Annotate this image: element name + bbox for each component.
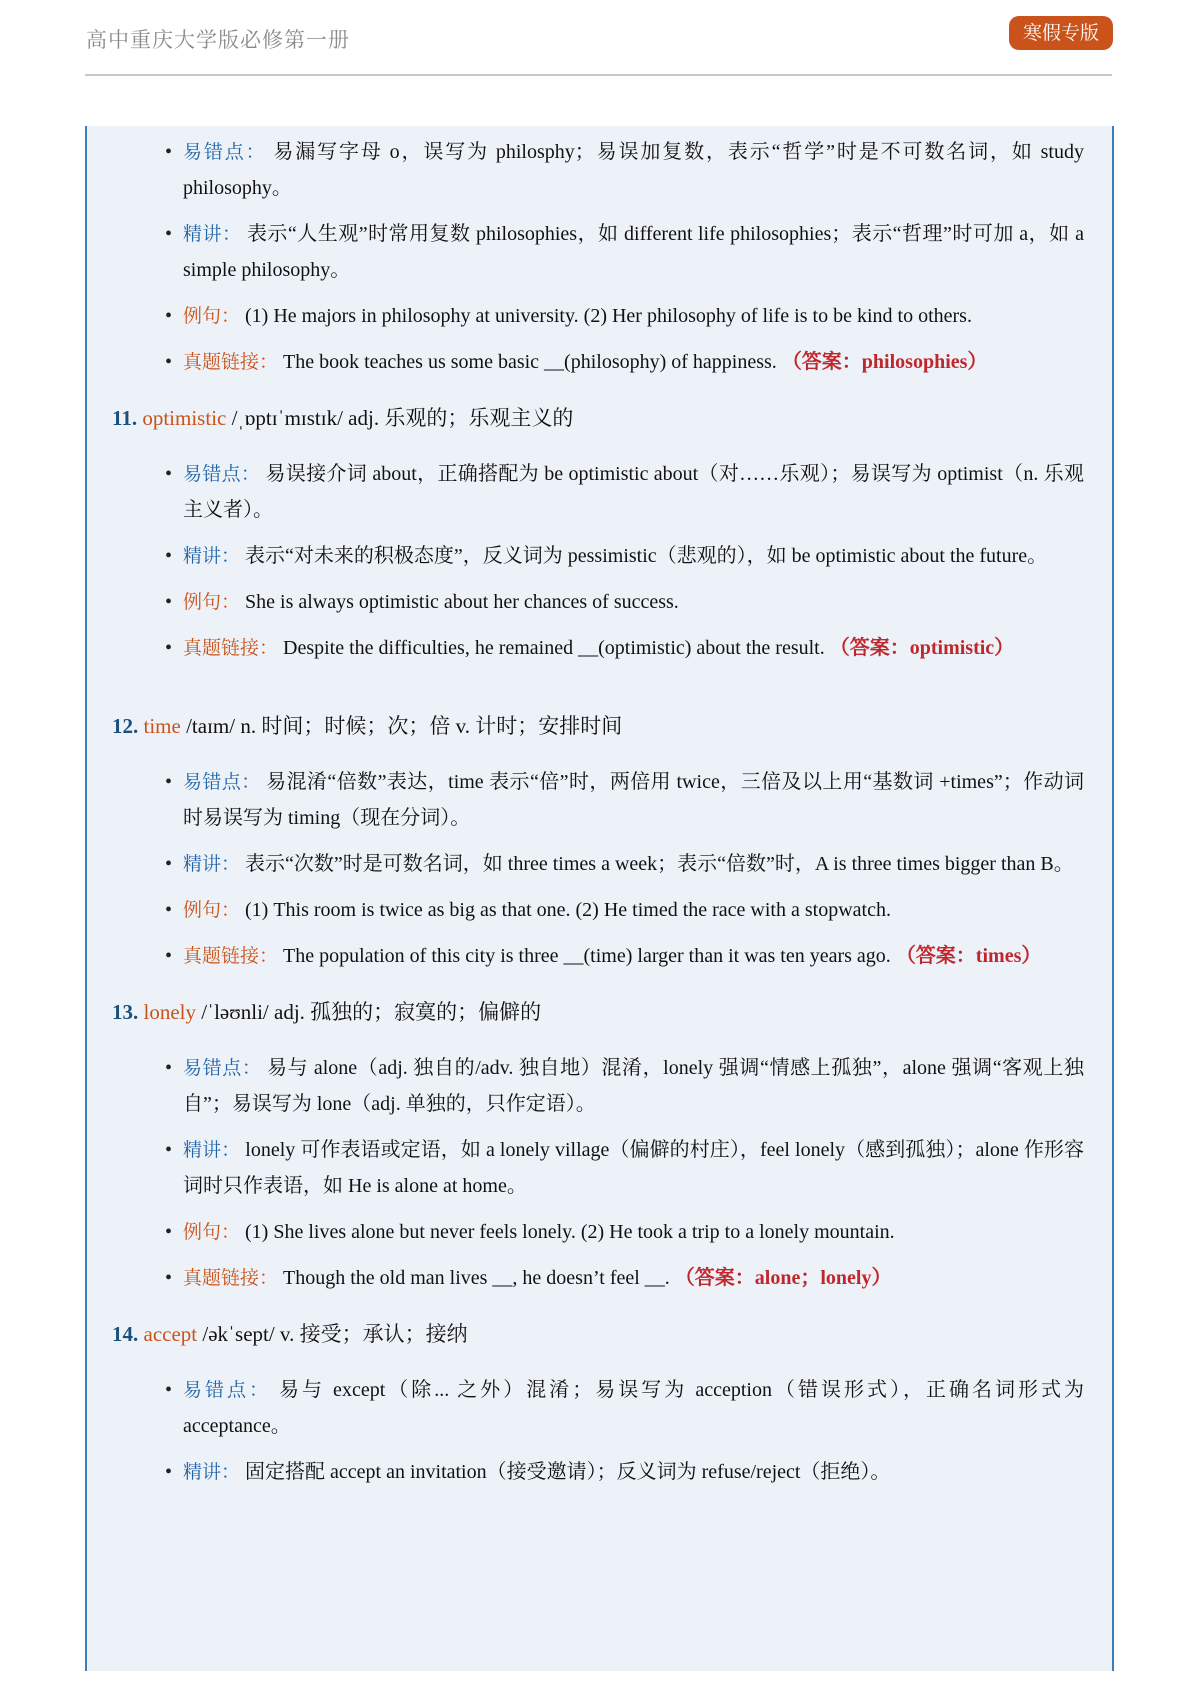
mistake-label: 易错点： <box>183 1057 262 1079</box>
entry-heading-accept <box>112 1316 1112 1352</box>
explain-text: 固定搭配 accept an invitation（接受邀请）；反义词为 refuse/reject（拒绝）。 <box>245 1461 891 1483</box>
explain-label: 精讲： <box>183 223 242 245</box>
exam-link-text: The population of this city is three __(time) larger than it was ten years ago. <box>283 945 891 967</box>
example-text: She is always optimistic about her chances of success. <box>245 591 679 613</box>
entry-heading-lonely <box>112 994 1112 1030</box>
entry-word: optimistic <box>142 406 227 430</box>
example-point <box>165 298 1084 334</box>
mistake-label: 易错点： <box>183 771 261 793</box>
exam-link-label: 真题链接： <box>183 1267 279 1289</box>
entry-definition: /əkˈsept/ v. 接受；承认；接纳 <box>197 1322 468 1346</box>
mistake-point <box>165 456 1084 528</box>
explain-text: lonely 可作表语或定语，如 a lonely village（偏僻的村庄），feel lonely（感到孤独）；alone 作形容词时只作表语，如 He is alone at home。 <box>183 1139 1084 1197</box>
bullet-dot: • <box>165 771 173 793</box>
bullet-dot: • <box>165 853 173 875</box>
bullet-dot: • <box>165 1139 173 1161</box>
example-text: (1) She lives alone but never feels lonely. (2) He took a trip to a lonely mountain. <box>245 1221 895 1243</box>
exam-link-label: 真题链接： <box>183 637 279 659</box>
bullet-dot: • <box>165 223 173 245</box>
header-divider <box>85 74 1112 76</box>
example-point <box>165 584 1084 620</box>
bullet-dot: • <box>165 1057 173 1079</box>
example-label: 例句： <box>183 591 241 613</box>
exam-answer: （答案：optimistic） <box>829 637 1015 659</box>
mistake-label: 易错点： <box>183 463 261 485</box>
explain-text: 表示“人生观”时常用复数 philosophies，如 different life philosophies；表示“哲理”时可加 a，如 a simple philosophy。 <box>183 223 1084 281</box>
bullet-dot: • <box>165 1221 173 1243</box>
page-header <box>0 0 1191 80</box>
vocabulary-panel <box>85 126 1114 1671</box>
entry-heading-time <box>112 708 1112 744</box>
explain-label: 精讲： <box>183 853 241 875</box>
exam-link-text: The book teaches us some basic __(philosophy) of happiness. <box>283 351 777 373</box>
exam-link-label: 真题链接： <box>183 351 279 373</box>
mistake-text: 易与 alone（adj. 独自的/adv. 独自地）混淆，lonely 强调“情感上孤独”，alone 强调“客观上独自”；易误写为 lone（adj. 单独的，只作定语）。 <box>183 1057 1084 1115</box>
mistake-point <box>165 1372 1085 1444</box>
exam-answer: （答案：philosophies） <box>781 351 988 373</box>
book-title: 高中重庆大学版必修第一册 <box>86 28 350 52</box>
entry-number: 13. <box>112 1000 139 1024</box>
mistake-label: 易错点： <box>183 1379 272 1401</box>
exam-link-point <box>165 344 1084 380</box>
explain-point <box>165 1132 1084 1204</box>
explain-label: 精讲： <box>183 545 241 567</box>
explain-point <box>165 1454 1084 1490</box>
explain-point <box>165 538 1084 574</box>
entry-number: 11. <box>112 406 138 430</box>
bullet-dot: • <box>165 141 173 163</box>
entry-definition: /ˈləʊnli/ adj. 孤独的；寂寞的；偏僻的 <box>196 1000 542 1024</box>
bullet-dot: • <box>165 545 173 567</box>
exam-link-point <box>165 938 1084 974</box>
bullet-dot: • <box>165 899 173 921</box>
exam-link-point <box>165 630 1084 666</box>
panel-content <box>87 126 1112 1490</box>
entry-word: time <box>143 714 181 738</box>
bullet-dot: • <box>165 1379 173 1401</box>
explain-point <box>165 216 1084 288</box>
bullet-dot: • <box>165 637 173 659</box>
mistake-text: 易与 except（除... 之外）混淆；易误写为 acception（错误形式），正确名词形式为 acceptance。 <box>183 1379 1085 1437</box>
exam-link-text: Though the old man lives __, he doesn’t feel __. <box>283 1267 670 1289</box>
exam-answer: （答案：times） <box>895 945 1042 967</box>
explain-text: 表示“次数”时是可数名词，如 three times a week；表示“倍数”时，A is three times bigger than B。 <box>245 853 1074 875</box>
example-label: 例句： <box>183 1221 241 1243</box>
entry-number: 12. <box>112 714 139 738</box>
exam-link-text: Despite the difficulties, he remained __(optimistic) about the result. <box>283 637 825 659</box>
explain-point <box>165 846 1084 882</box>
example-text: (1) He majors in philosophy at university. (2) Her philosophy of life is to be kind to others. <box>245 305 972 327</box>
bullet-dot: • <box>165 1461 173 1483</box>
edition-badge: 寒假专版 <box>1009 16 1113 50</box>
bullet-dot: • <box>165 591 173 613</box>
bullet-dot: • <box>165 1267 173 1289</box>
example-label: 例句： <box>183 305 241 327</box>
mistake-point <box>165 1050 1084 1122</box>
example-text: (1) This room is twice as big as that one. (2) He timed the race with a stopwatch. <box>245 899 891 921</box>
mistake-label: 易错点： <box>183 141 267 163</box>
entry-number: 14. <box>112 1322 139 1346</box>
example-point <box>165 1214 1084 1250</box>
bullet-dot: • <box>165 945 173 967</box>
mistake-text: 易漏写字母 o，误写为 philosphy；易误加复数，表示“哲学”时是不可数名词，如 study philosophy。 <box>183 141 1084 199</box>
explain-label: 精讲： <box>183 1461 241 1483</box>
entry-word: accept <box>143 1322 198 1346</box>
exam-link-point <box>165 1260 1084 1296</box>
entry-word: lonely <box>143 1000 196 1024</box>
exam-answer: （答案：alone；lonely） <box>674 1267 892 1289</box>
exam-link-label: 真题链接： <box>183 945 279 967</box>
mistake-text: 易误接介词 about，正确搭配为 be optimistic about（对……乐观）；易误写为 optimist（n. 乐观主义者）。 <box>183 463 1084 521</box>
explain-label: 精讲： <box>183 1139 241 1161</box>
explain-text: 表示“对未来的积极态度”，反义词为 pessimistic（悲观的），如 be optimistic about the future。 <box>245 545 1048 567</box>
entry-definition: /ˌɒptɪˈmɪstɪk/ adj. 乐观的；乐观主义的 <box>226 406 574 430</box>
mistake-point <box>165 134 1084 206</box>
mistake-point <box>165 764 1084 836</box>
entry-definition: /taɪm/ n. 时间；时候；次；倍 v. 计时；安排时间 <box>180 714 623 738</box>
bullet-dot: • <box>165 463 173 485</box>
example-point <box>165 892 1084 928</box>
entry-heading-optimistic <box>112 400 1112 436</box>
mistake-text: 易混淆“倍数”表达，time 表示“倍”时，两倍用 twice，三倍及以上用“基数词 +times”；作动词时易误写为 timing（现在分词）。 <box>183 771 1084 829</box>
bullet-dot: • <box>165 351 173 373</box>
example-label: 例句： <box>183 899 241 921</box>
bullet-dot: • <box>165 305 173 327</box>
